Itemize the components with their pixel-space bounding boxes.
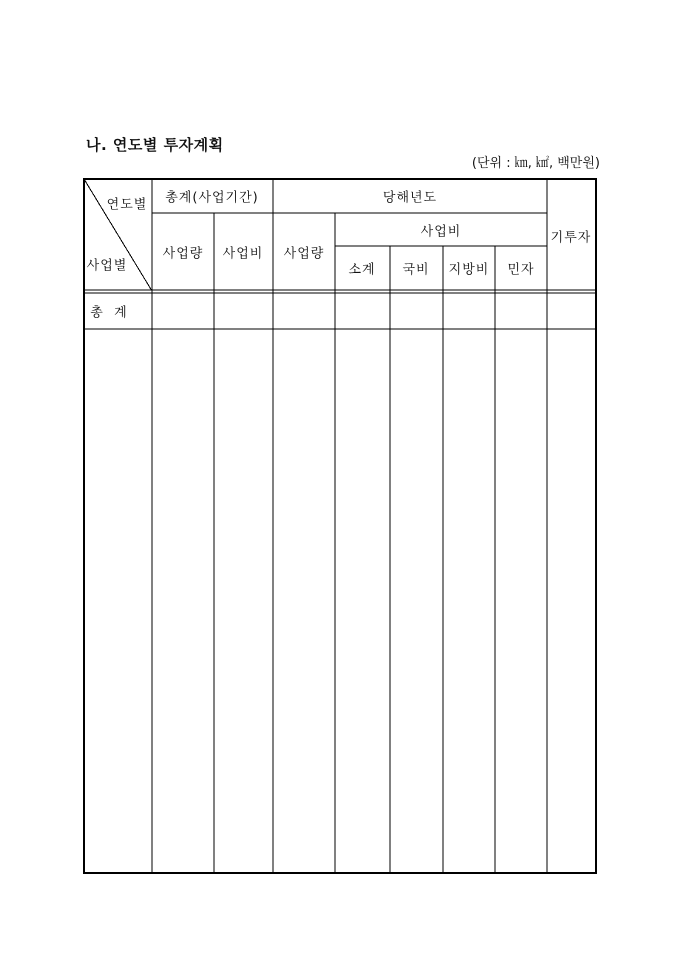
corner-bottom-label: 사업별 (86, 258, 128, 274)
section-heading: 나. 연도별 투자계획 (86, 136, 224, 154)
header-total-period: 총계(사업기간) (165, 190, 259, 206)
header-current-year: 당해년도 (382, 190, 438, 206)
header-total-volume: 사업량 (162, 246, 204, 262)
header-year-volume: 사업량 (283, 246, 325, 262)
header-already-invested: 기투자 (550, 230, 592, 246)
row-total-label: 총 계 (90, 305, 128, 321)
header-local: 지방비 (448, 262, 490, 278)
header-total-cost: 사업비 (222, 246, 264, 262)
header-business-cost-group: 사업비 (420, 224, 462, 240)
header-national: 국비 (402, 262, 430, 278)
unit-note: (단위 : ㎞, ㎢, 백만원) (471, 156, 600, 171)
table-border (84, 179, 596, 873)
header-subtotal: 소계 (348, 262, 376, 278)
corner-top-label: 연도별 (106, 197, 148, 213)
header-private: 민자 (507, 262, 535, 278)
